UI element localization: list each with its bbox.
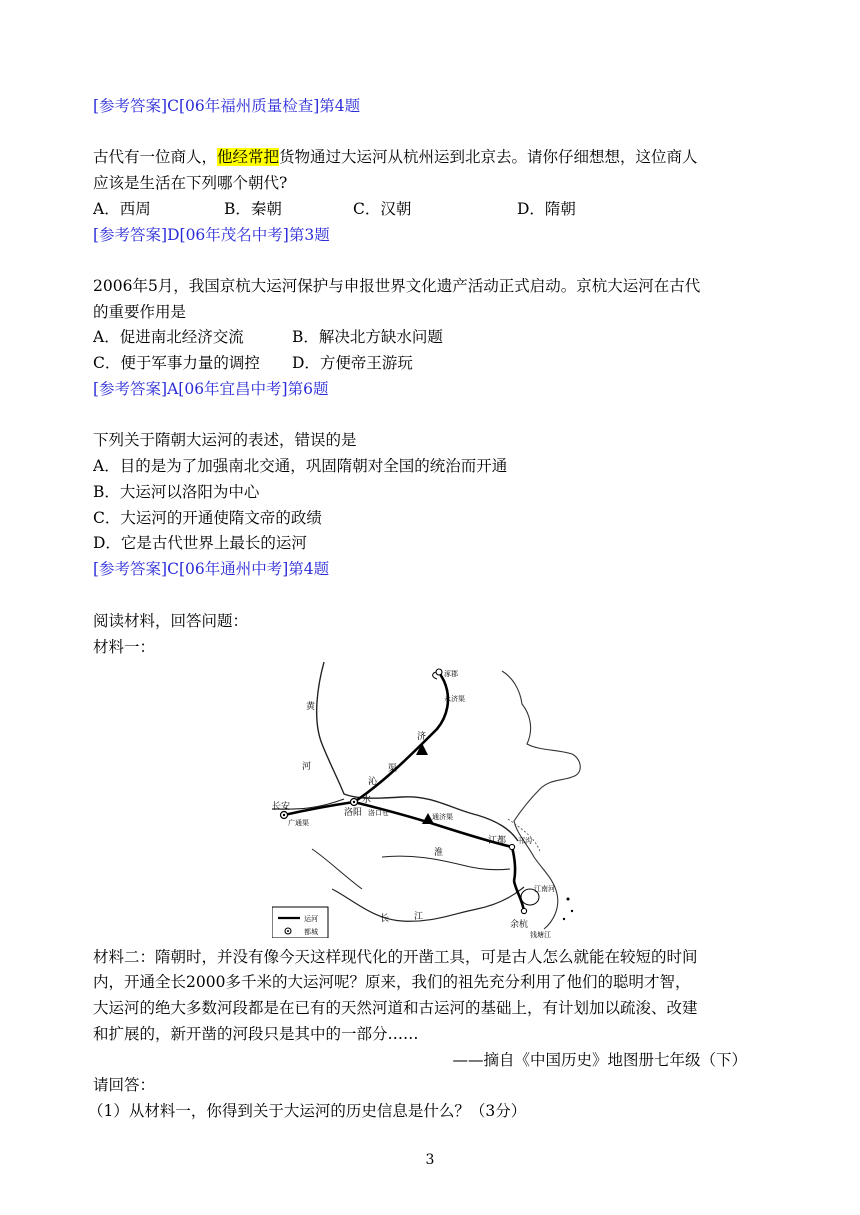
label-chang: 长 xyxy=(380,914,390,924)
label-qu: 渠 xyxy=(388,764,398,774)
label-he: 河 xyxy=(302,762,312,772)
q4-option-a: A．西周 xyxy=(93,200,151,218)
q6-option-b: B．大运河以洛阳为中心 xyxy=(93,483,260,501)
q5-option-a: A．促进南北经济交流 xyxy=(93,328,244,346)
q7-sub1: （1）从材料一，你得到关于大运河的历史信息是什么？（3分） xyxy=(88,1102,527,1120)
label-jiangnan: 江南河 xyxy=(534,885,555,893)
q5-options-row2 xyxy=(93,353,693,373)
label-guangtong: 广通渠 xyxy=(288,819,309,827)
label-zhuojun: 涿郡 xyxy=(444,670,458,678)
q5-option-b: B．解决北方缺水问题 xyxy=(292,328,443,346)
q6-answer: [参考答案]C[06年通州中考]第4题 xyxy=(93,560,330,578)
label-yuhang: 余杭 xyxy=(510,920,529,930)
label-shui: 水 xyxy=(362,795,372,805)
q5-option-d: D．方便帝王游玩 xyxy=(292,354,413,372)
q4-stem-line1 xyxy=(93,147,698,167)
label-qin: 沁 xyxy=(368,777,378,787)
q4-stem-line2: 应该是生活在下列哪个朝代? xyxy=(93,174,288,192)
material2-line3: 大运河的绝大多数河段都是在已有的天然河道和古运河的基础上，有计划加以疏浚、改建 xyxy=(93,999,698,1017)
map-legend xyxy=(272,907,328,938)
q4-options xyxy=(93,199,793,219)
q6-stem: 下列关于隋朝大运河的表述，错误的是 xyxy=(93,431,357,449)
label-tongji: 通济渠 xyxy=(432,813,453,821)
q4-option-c: C．汉朝 xyxy=(353,200,412,218)
q4-stem-before: 古代有一位商人， xyxy=(93,148,218,166)
q7-material1-label: 材料一： xyxy=(93,638,156,656)
material2-source: ——摘自《中国历史》地图册七年级（下） xyxy=(452,1051,747,1069)
label-qiantang: 钱塘江 xyxy=(530,931,551,938)
q4-answer: [参考答案]D[06年茂名中考]第3题 xyxy=(93,226,330,244)
label-jiang: 江 xyxy=(414,912,424,922)
q4-option-b: B．秦朝 xyxy=(224,200,282,218)
q5-stem-line1: 2006年5月，我国京杭大运河保护与申报世界文化遗产活动正式启动。京杭大运河在古代 xyxy=(93,277,701,295)
q4-option-d: D．隋朝 xyxy=(517,200,576,218)
q5-option-c: C．便于军事力量的调控 xyxy=(93,354,260,372)
q3-answer: [参考答案]C[06年福州质量检查]第4题 xyxy=(93,97,361,115)
q5-stem-line2: 的重要作用是 xyxy=(93,303,187,321)
label-luoyang: 洛阳 xyxy=(344,808,363,818)
q6-option-c: C．大运河的开通使隋文帝的政绩 xyxy=(93,509,322,527)
label-jiangdu: 江都 xyxy=(488,836,507,846)
page-number: 3 xyxy=(425,1152,435,1168)
material2-line1: 材料二：隋朝时，并没有像今天这样现代化的开凿工具，可是古人怎么就能在较短的时间 xyxy=(93,948,698,966)
zhuojun-marker xyxy=(436,669,442,675)
jiangdu-marker xyxy=(509,844,514,849)
q5-options-row1 xyxy=(93,327,693,347)
label-yongji: 永济渠 xyxy=(444,695,465,703)
material2-line2: 内，开通全长2000多千米的大运河呢？原来，我们的祖先充分利用了他们的聪明才智， xyxy=(93,973,691,991)
q7-prompt: 请回答： xyxy=(93,1076,156,1094)
grand-canal-map xyxy=(272,659,586,938)
q7-intro: 阅读材料，回答问题： xyxy=(93,612,249,630)
legend-capital: 都城 xyxy=(304,928,318,936)
q6-option-d: D．它是古代世界上最长的运河 xyxy=(93,534,307,552)
q5-answer: [参考答案]A[06年宜昌中考]第6题 xyxy=(93,380,329,398)
label-ji: 济 xyxy=(417,732,427,742)
yuhang-marker xyxy=(521,908,526,913)
material2-line4: 和扩展的，新开凿的河段只是其中的一部分…… xyxy=(93,1025,419,1043)
q4-stem-after: 货物通过大运河从杭州运到北京去。请你仔细想想，这位商人 xyxy=(279,148,698,166)
legend-canal: 运河 xyxy=(304,915,318,923)
label-han: 邗沟 xyxy=(518,837,532,845)
label-huang: 黄 xyxy=(306,702,316,712)
q4-stem-highlight: 他经常把 xyxy=(217,148,280,166)
label-changan: 长安 xyxy=(272,802,291,812)
label-luokoucang: 洛口仓 xyxy=(368,809,389,817)
label-huai: 淮 xyxy=(434,848,444,858)
q6-option-a: A．目的是为了加强南北交通，巩固隋朝对全国的统治而开通 xyxy=(93,457,508,475)
